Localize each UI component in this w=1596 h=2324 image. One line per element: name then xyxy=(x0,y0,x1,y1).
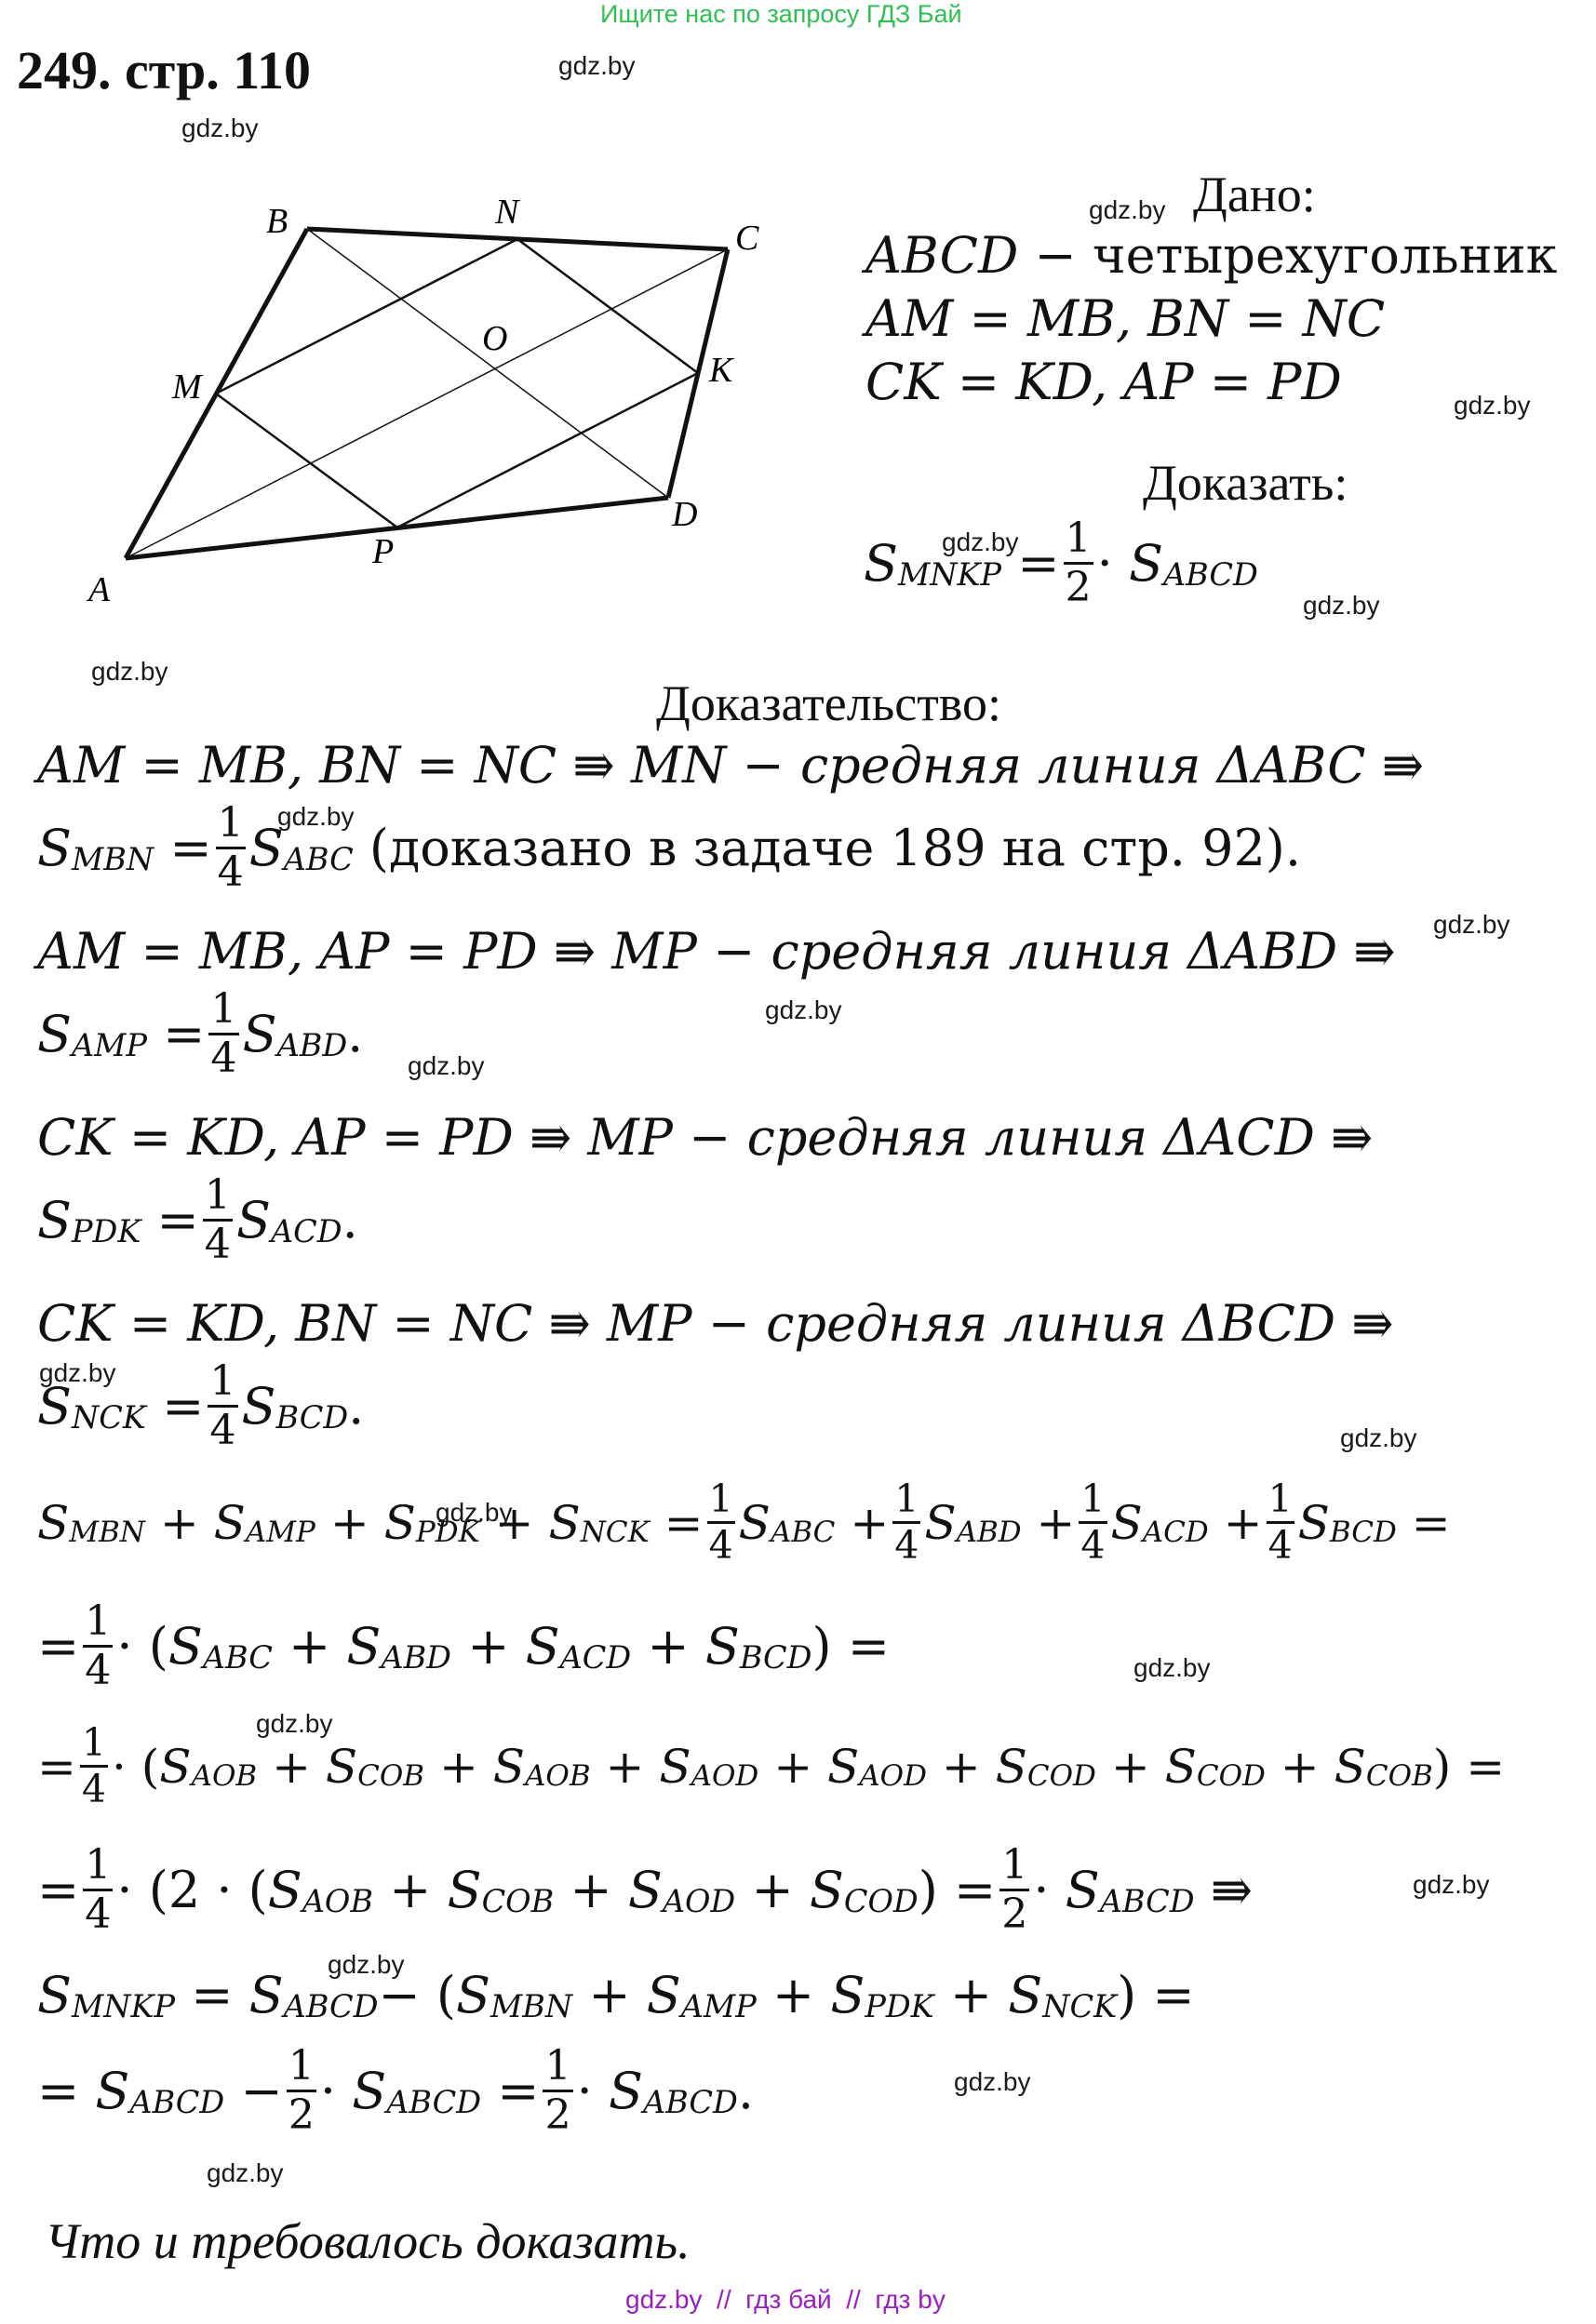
watermark: gdz.by xyxy=(1133,1653,1211,1682)
proof-line-1: AM = MB, BN = NC ⇛ MN − средняя линия ΔABC ⇛ xyxy=(37,736,1425,795)
proof-line-4: S AMP = $\frac{1}{4}$ S ABD . xyxy=(37,985,364,1083)
watermark: gdz.by xyxy=(765,995,842,1024)
watermark: gdz.by xyxy=(942,528,1019,556)
proof-line-10: = $\frac{1}{4}$ · ( S ABC + S ABD + S ACD + S BCD ) = xyxy=(37,1597,890,1695)
watermark: gdz.by xyxy=(277,802,355,831)
quadrilateral-figure xyxy=(0,0,838,651)
vertex-label-b: B xyxy=(266,202,288,241)
watermark: gdz.by xyxy=(207,2158,284,2187)
vertex-label-a: A xyxy=(88,570,111,609)
watermark: gdz.by xyxy=(408,1051,485,1080)
proof-line-13: S MNKP = S ABCD − ( S MBN + S AMP + S PDK + S NCK ) = xyxy=(37,1966,1195,2024)
given-heading: Дано: xyxy=(1193,167,1316,222)
given-line-2: AM = MB, BN = NC xyxy=(865,289,1386,348)
task-title: 249. стр. 110 xyxy=(17,40,311,100)
conclusion: Что и требовалось доказать. xyxy=(45,2213,691,2269)
given-line-1: ABCD − четырехугольник xyxy=(865,226,1558,285)
proof-heading: Доказательство: xyxy=(656,675,1001,731)
watermark: gdz.by xyxy=(954,2067,1031,2096)
vertex-label-m: M xyxy=(172,367,202,407)
watermark: gdz.by xyxy=(91,657,168,686)
proof-line-6: S PDK = $\frac{1}{4}$ S ACD . xyxy=(37,1171,358,1269)
proof-line-11: = $\frac{1}{4}$ · ( S AOB + S COB + S AOB + S AOD + S AOD + S COD + S COD + S COB ) = xyxy=(37,1720,1506,1812)
proof-line-5: CK = KD, AP = PD ⇛ MP − средняя линия ΔACD ⇛ xyxy=(37,1108,1374,1167)
watermark: gdz.by xyxy=(558,51,636,80)
watermark: gdz.by xyxy=(39,1358,116,1387)
proof-line-3: AM = MB, AP = PD ⇛ MP − средняя линия ΔABD ⇛ xyxy=(37,922,1396,981)
given-line-3: CK = KD, AP = PD xyxy=(865,353,1342,411)
proof-line-14: = S ABCD − $\frac{1}{2}$ · S ABCD = $\frac{1}{2}$ · S ABCD . xyxy=(37,2042,754,2140)
vertex-label-p: P xyxy=(372,532,395,571)
vertex-label-d: D xyxy=(672,495,698,534)
vertex-label-k: K xyxy=(709,351,733,390)
vertex-label-o: O xyxy=(482,319,508,358)
watermark: gdz.by xyxy=(1340,1423,1417,1452)
vertex-label-c: C xyxy=(735,219,759,258)
proof-line-8: S NCK = $\frac{1}{4}$ S BCD . xyxy=(37,1357,365,1455)
watermark: gdz.by xyxy=(1303,591,1380,620)
watermark: gdz.by xyxy=(1089,195,1166,224)
proof-line-12: = $\frac{1}{4}$ · (2 · ( S AOB + S COB + S AOD + S COD ) = $\frac{1}{2}$ · S ABCD ⇛ xyxy=(37,1841,1254,1939)
watermark: gdz.by xyxy=(1454,391,1531,420)
watermark: gdz.by xyxy=(436,1498,513,1527)
proof-line-9: S MBN + S AMP + S PDK + S NCK = $\frac{1}{4}$ S ABC + $\frac{1}{4}$ S ABD + $\frac{1}{4}$ S ACD + $\frac{1}{4}$ S BCD = xyxy=(37,1476,1451,1569)
footer-links[interactable]: gdz.by // гдз бай // гдз by xyxy=(625,2285,946,2314)
proof-line-7: CK = KD, BN = NC ⇛ MP − средняя линия ΔBCD ⇛ xyxy=(37,1294,1394,1353)
watermark: gdz.by xyxy=(1413,1870,1490,1899)
watermark: gdz.by xyxy=(328,1950,405,1979)
watermark: gdz.by xyxy=(256,1709,333,1738)
proof-line-2: S MBN = $\frac{1}{4}$ S ABC (доказано в задаче 189 на стр. 92). xyxy=(37,799,1302,897)
watermark: gdz.by xyxy=(1433,910,1510,939)
vertex-label-n: N xyxy=(495,193,519,232)
midpoint-quadrilateral xyxy=(216,239,698,528)
watermark: gdz.by xyxy=(181,114,259,142)
top-banner[interactable]: Ищите нас по запросу ГДЗ Бай xyxy=(600,0,962,28)
prove-statement: S MNKP = $\frac{1}{2}$ · S ABCD xyxy=(864,514,1258,612)
prove-heading: Доказать: xyxy=(1143,455,1348,511)
